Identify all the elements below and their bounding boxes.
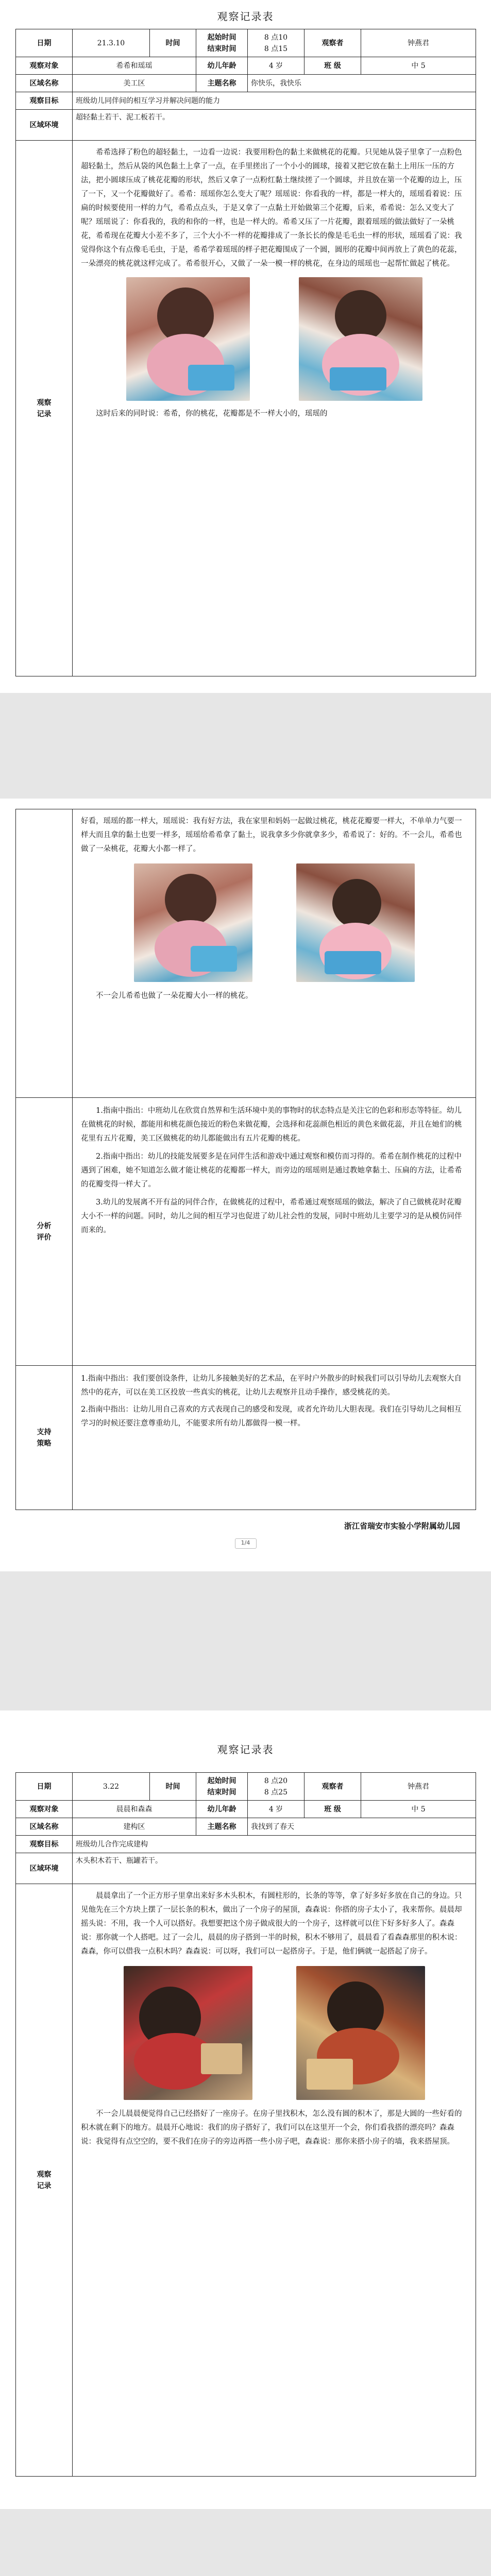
record-paragraph: 希希选择了粉色的超轻黏土，一边看一边说：我要用粉色的黏土来做桃花的花瓣。只见她从袋子里拿了一点粉色超轻黏土，然后从袋的风色黏土上拿了一点，在手里搓出了一个小小的圆球，接着又把它放在黏土上用压一压的方法，把小圆球压成了桃花花瓣的形状，然后又拿了一点粉红黏土继续搓了一个圆球，并且放在第一个花瓣的边上，压了一下，又一个花瓣做好了。希希：瑶瑶你怎么变大了呢？瑶瑶说：你看我的一样，都是一样大的，瑶瑶看着说：压扁的时候要使用一样的力气，希希点点头，于是又拿了一点黏土开始做第三个花瓣，后来，希希说：怎么又变大了呢？瑶瑶说了：你看我的，我的和你的一样，也是一样大的。希希又压了一片花瓣，跟着瑶瑶的做法做好了一朵桃花，希希现在花瓣大小差不多了，三个大小不一样的花瓣排成了一条长长的像是毛毛虫一样的形状，瑶瑶看了说：我觉得你这个有点像毛毛虫，于是，希希学着瑶瑶的样子把花瓣围成了一个圆，圆形的花瓣中间再放上了黄色的花蕊，一朵漂亮的桃花就这样完成了。希希很开心，又做了一朵一模一样的桃花，在身边的瑶瑶也一起帮忙做起了桃花。 <box>81 148 462 268</box>
class-value: 中 5 <box>361 1801 476 1818</box>
observer-label: 观察者 <box>304 29 361 57</box>
child-photo <box>126 277 250 401</box>
record-paragraph: 不一会儿晨晨便觉得自己已经搭好了一座房子。在房子里找积木，怎么没有圆的积木了，那是大圆的一些好看的积木就在剩下的地方。晨晨开心地说：我们的房子搭好了，我们可以在这里开一个会，你们看我搭的漂亮吗？森森说：我觉得有点空空的，要不我们在房子的旁边再搭一些小房子吧，森森说：那你来搭小房子的墙，我来搭屋顶。 <box>81 2110 462 2146</box>
date-label: 日期 <box>16 1773 73 1801</box>
school-signature: 浙江省瑞安市实验小学附属幼儿园 <box>344 1521 460 1531</box>
area-label: 区域名称 <box>16 1818 73 1836</box>
date-value: 3.22 <box>73 1773 150 1801</box>
analysis-content <box>73 1098 476 1366</box>
record-page-2 <box>0 799 491 1571</box>
strategy-item: 2.指南中指出：让幼儿用自己喜欢的方式表现自己的感受和发现，或者允许幼儿大胆表现。我们在引导幼儿之间相互学习的时候还要注意尊重幼儿，不能要求所有幼儿都做得一模一样。 <box>81 1405 462 1428</box>
photo-row <box>81 271 467 407</box>
document-title: 观察记录表 <box>217 1743 274 1756</box>
area-value: 建构区 <box>73 1818 196 1836</box>
time-range-labels: 起始时间 结束时间 <box>196 1773 248 1801</box>
child-photo <box>124 1966 252 2100</box>
record-content-continued <box>73 809 476 1098</box>
environment-label: 区域环境 <box>16 110 73 141</box>
observer-value: 钟燕君 <box>361 29 476 57</box>
area-value: 美工区 <box>73 75 196 92</box>
analysis-label: 分析 评价 <box>16 1098 73 1366</box>
analysis-item: 2.指南中指出：幼儿的技能发展要多是在同伴生活和游戏中通过观察和模仿而习得的。希希在制作桃花的过程中遇到了困难，她不知道怎么做才能让桃花的花瓣都一样大，而旁边的瑶瑶则是通过教她拿黏土、压扁的方法，让希希的花瓣变得一样大了。 <box>81 1153 462 1189</box>
area-label: 区域名称 <box>16 75 73 92</box>
subject-label: 观察对象 <box>16 1801 73 1818</box>
observation-table-2 <box>15 1772 476 2477</box>
class-label: 班 级 <box>304 1801 361 1818</box>
record-paragraph: 晨晨拿出了一个正方形子里拿出来好多木头积木，有圆柱形的，长条的等等，拿了好多好多放在自己的身边。只见他先在三个方块上摆了一层长条的积木，做出了一个房子的屋顶，森森说：你搭的房子太小了，我来帮你。晨晨却摇头说：不用，我一个人可以搭好。我想要把这个房子做成很大的一个房子，这样就可以住下好多好多人了。森森说：那你就一个人搭吧。过了一会儿，晨晨的房子搭到一半的时候，积木不够用了，晨晨看了看森森那里的积木说：森森，你可以借我一点积木吗？森森说：可以呀，我们可以一起搭房子。于是，他们俩就一起搭起了房子。 <box>81 1892 462 1956</box>
record-paragraph: 不一会儿希希也做了一朵花瓣大小一样的桃花。 <box>96 992 253 1000</box>
observation-table-1-continued <box>15 809 476 1510</box>
subject-value: 希希和瑶瑶 <box>73 57 196 75</box>
strategy-label: 支持 策略 <box>16 1366 73 1510</box>
record-paragraph: 好看，瑶瑶的都一样大，瑶瑶说：我有好方法，我在家里和妈妈一起做过桃花，桃花花瓣要一样大，不单单力气要一样大而且拿的黏土也要一样多，瑶瑶给希希拿了黏土，说我拿多少你就拿多少，希希说了：好的。不一会儿，希希也做了一朵桃花，花瓣大小都一样了。 <box>81 817 462 853</box>
document-title: 观察记录表 <box>217 10 274 23</box>
goal-value: 班级幼儿同伴间的相互学习并解决问题的能力 <box>73 92 476 110</box>
record-content <box>73 1884 476 2477</box>
observer-label: 观察者 <box>304 1773 361 1801</box>
child-photo <box>299 277 422 401</box>
strategy-item: 1.指南中指出：我们要创设条件，让幼儿多接触美好的艺术品，在平时户外散步的时候我们可以引导幼儿去观察大自然中的花卉，可以在美工区投放一些真实的桃花，让幼儿去观察并且动手操作，感受桃花的美。 <box>81 1375 462 1397</box>
page-indicator: 1/4 <box>235 1538 257 1549</box>
age-value: 4 岁 <box>248 1801 304 1818</box>
record-label-empty <box>16 809 73 1098</box>
strategy-content <box>73 1366 476 1510</box>
theme-label: 主题名称 <box>196 1818 248 1836</box>
child-photo <box>296 863 415 982</box>
date-value: 21.3.10 <box>73 29 150 57</box>
record-paragraph: 这时后来的同时说：希希，你的桃花，花瓣都是不一样大小的，瑶瑶的 <box>96 410 328 418</box>
observer-value: 钟燕君 <box>361 1773 476 1801</box>
environment-value: 木头积木若干、瓶罐若干。 <box>73 1853 476 1884</box>
subject-label: 观察对象 <box>16 57 73 75</box>
age-label: 幼儿年龄 <box>196 1801 248 1818</box>
environment-label: 区域环境 <box>16 1853 73 1884</box>
time-range-values: 8 点10 8 点15 <box>248 29 304 57</box>
photo-row <box>81 856 467 989</box>
record-page-1 <box>0 0 491 693</box>
record-label: 观察 记录 <box>16 141 73 676</box>
analysis-item: 3.幼儿的发展离不开有益的同伴合作，在做桃花的过程中，希希通过观察瑶瑶的做法，解决了自己做桃花时花瓣大小不一样的问题。同时，幼儿之间的相互学习也促进了幼儿社会性的发展，同时中班幼儿主要学习的是从模仿同伴而来的。 <box>81 1198 462 1234</box>
record-page-3 <box>0 1710 491 2509</box>
class-value: 中 5 <box>361 57 476 75</box>
child-photo <box>134 863 252 982</box>
photo-row <box>81 1959 467 2107</box>
record-label: 观察 记录 <box>16 1884 73 2477</box>
record-content <box>73 141 476 676</box>
time-range-values: 8 点20 8 点25 <box>248 1773 304 1801</box>
subject-value: 晨晨和森森 <box>73 1801 196 1818</box>
time-range-labels: 起始时间 结束时间 <box>196 29 248 57</box>
theme-label: 主题名称 <box>196 75 248 92</box>
analysis-item: 1.指南中指出：中班幼儿在欣赏自然界和生活环境中美的事物时的状态特点是关注它的色彩和形态等特征。幼儿在做桃花的时候，都能用和桃花颜色接近的粉色来做花瓣，会选择和花蕊颜色相近的黄色来做花蕊，并且在她们的桃花里有五片花瓣，美工区做桃花的幼儿都能做出有五片花瓣的桃花。 <box>81 1107 462 1143</box>
age-value: 4 岁 <box>248 57 304 75</box>
environment-value: 超轻黏土若干、泥工板若干。 <box>73 110 476 141</box>
theme-value: 你快乐，我快乐 <box>248 75 476 92</box>
time-label: 时间 <box>150 1773 196 1801</box>
goal-value: 班级幼儿合作完成建构 <box>73 1836 476 1853</box>
goal-label: 观察目标 <box>16 92 73 110</box>
date-label: 日期 <box>16 29 73 57</box>
age-label: 幼儿年龄 <box>196 57 248 75</box>
goal-label: 观察目标 <box>16 1836 73 1853</box>
child-photo <box>296 1966 425 2100</box>
theme-value: 我找到了春天 <box>248 1818 476 1836</box>
time-label: 时间 <box>150 29 196 57</box>
observation-table-1 <box>15 29 476 676</box>
class-label: 班 级 <box>304 57 361 75</box>
